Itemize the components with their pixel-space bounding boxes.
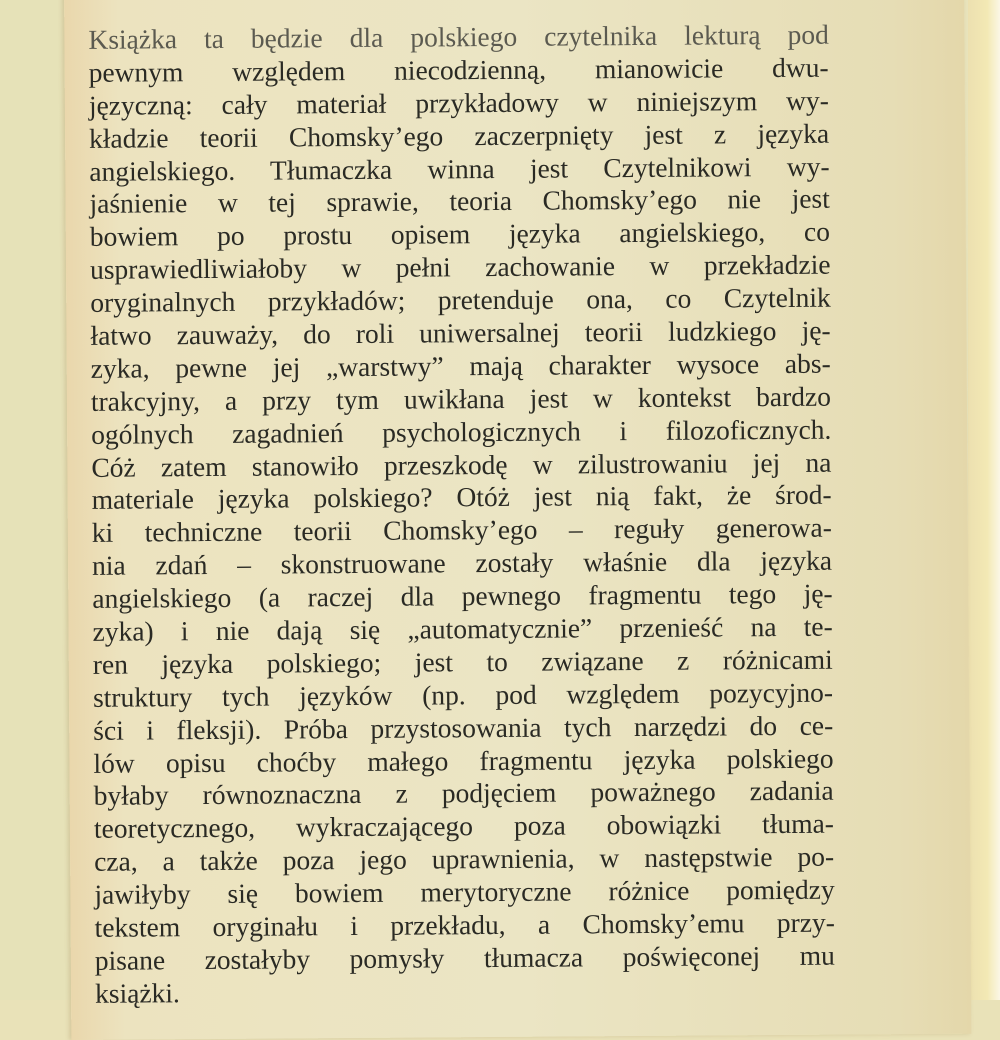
- text-line: jaśnienie w tej sprawie, teoria Chomsky’ego nie jest: [89, 183, 830, 220]
- text-line: ki techniczne teorii Chomsky’ego – reguły generowa-: [91, 512, 832, 549]
- text-line: ści i fleksji). Próba przystosowania tych narzędzi do ce-: [93, 709, 834, 746]
- body-paragraph: [88, 19, 835, 1011]
- text-line: angielskiego. Tłumaczka winna jest Czytelnikowi wy-: [89, 150, 830, 187]
- text-line: kładzie teorii Chomsky’ego zaczerpnięty jest z języka: [88, 117, 830, 154]
- text-line: lów opisu choćby małego fragmentu języka polskiego: [93, 742, 834, 779]
- text-line: oryginalnych przykładów; pretenduje ona, co Czytelnik: [90, 281, 831, 318]
- text-line: angielskiego (a raczej dla pewnego fragmentu tego ję-: [92, 577, 833, 614]
- page-edge: [968, 0, 1000, 1000]
- text-line: ren języka polskiego; jest to związane z różnicami: [92, 643, 833, 680]
- text-line: teoretycznego, wykraczającego poza obowiązki tłuma-: [93, 808, 835, 845]
- text-line: zyka, pewne jej „warstwy” mają charakter wysoce abs-: [90, 347, 831, 384]
- text-line: trakcyjny, a przy tym uwikłana jest w kontekst bardzo: [90, 380, 832, 417]
- text-line: usprawiedliwiałoby w pełni zachowanie w przekładzie: [89, 248, 831, 286]
- text-line: tekstem oryginału i przekładu, a Chomsky’emu przy-: [94, 906, 835, 943]
- text-line: cza, a także poza jego uprawnienia, w następstwie po-: [94, 840, 835, 878]
- text-line: bowiem po prostu opisem języka angielskiego, co: [89, 216, 831, 253]
- text-line: struktury tych języków (np. pod względem pozycyjno-: [92, 676, 834, 713]
- text-line: Książka ta będzie dla polskiego czytelnika lekturą pod: [88, 18, 829, 55]
- text-line: książki.: [94, 977, 180, 1009]
- text-line: zyka) i nie dają się „automatycznie” przenieść na te-: [92, 610, 833, 647]
- text-line: Cóż zatem stanowiło przeszkodę w zilustrowaniu jej na: [91, 446, 832, 483]
- text-line: materiale języka polskiego? Otóż jest nią fakt, że środ-: [91, 479, 832, 516]
- text-line: ogólnych zagadnień psychologicznych i filozoficznych.: [91, 413, 832, 450]
- book-page: [64, 0, 971, 1040]
- text-line: jawiłyby się bowiem merytoryczne różnice pomiędzy: [94, 873, 835, 910]
- text-line: pisane zostałyby pomysły tłumacza poświęconej mu: [94, 939, 835, 976]
- text-line: pewnym względem niecodzienną, mianowicie dwu-: [88, 51, 829, 88]
- text-line: nia zdań – skonstruowane zostały właśnie dla języka: [91, 544, 833, 582]
- text-line: łatwo zauważy, do roli uniwersalnej teorii ludzkiego ję-: [90, 314, 831, 351]
- text-line: języczną: cały materiał przykładowy w niniejszym wy-: [88, 84, 829, 121]
- text-line: byłaby równoznaczna z podjęciem poważnego zadania: [93, 775, 834, 812]
